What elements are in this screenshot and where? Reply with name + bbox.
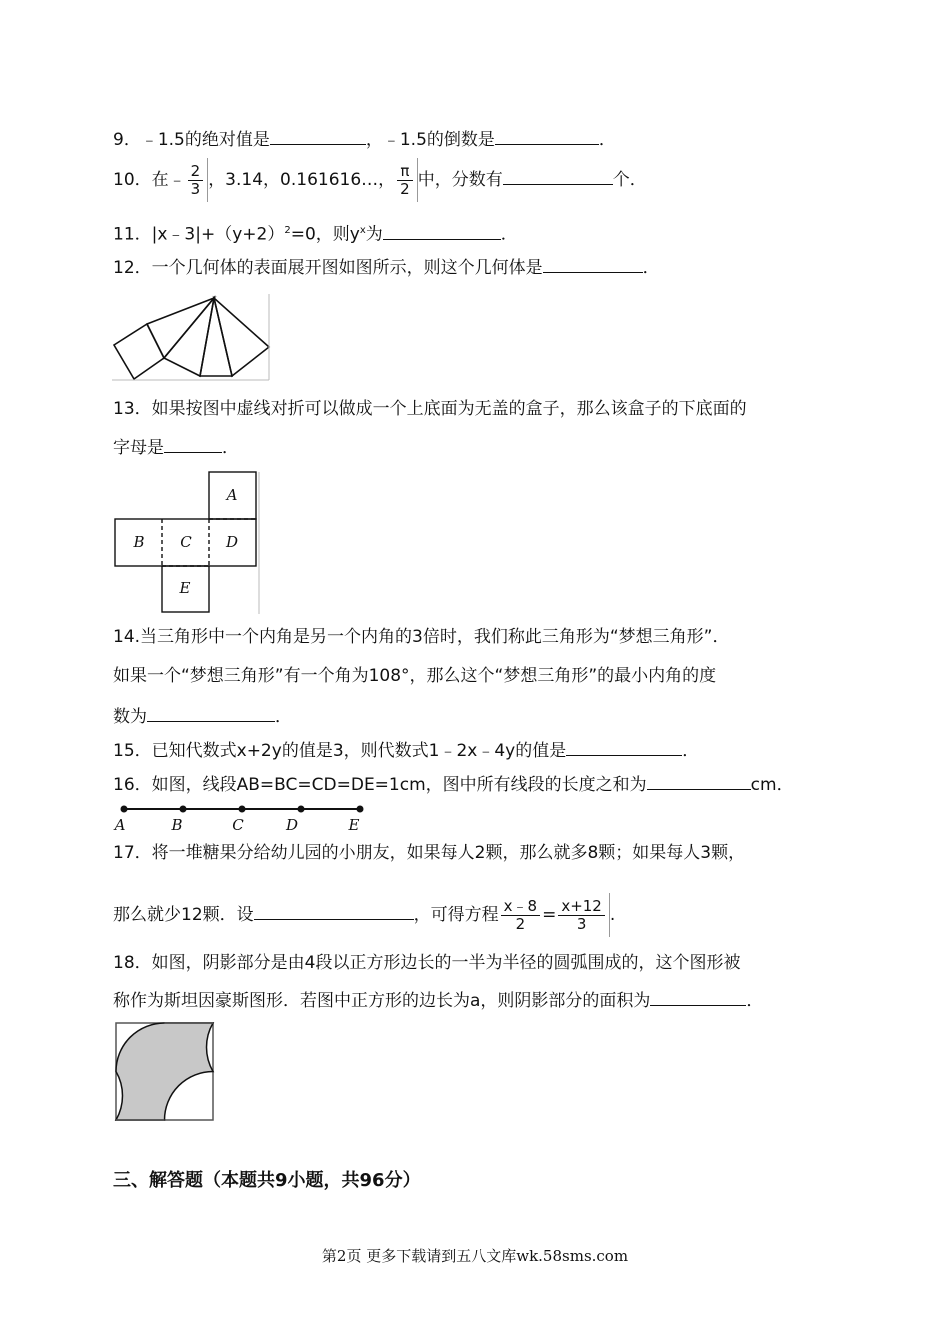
point-b bbox=[180, 806, 187, 813]
answer-blank bbox=[383, 221, 501, 240]
answer-blank bbox=[647, 771, 751, 790]
point-label-a: A bbox=[114, 816, 126, 834]
answer-blank bbox=[270, 126, 366, 145]
point-a bbox=[121, 806, 128, 813]
answer-blank bbox=[566, 737, 682, 756]
point-label-c: C bbox=[232, 816, 244, 834]
answer-blank bbox=[495, 126, 599, 145]
point-label-b: B bbox=[171, 816, 183, 834]
steinhaus-figure bbox=[114, 1021, 216, 1121]
section-heading: 三、解答题（本题共9小题，共96分） bbox=[113, 1170, 421, 1191]
answer-blank bbox=[254, 901, 414, 920]
question-14-line-1: 14.当三角形中一个内角是另一个内角的3倍时，我们称此三角形为“梦想三角形”． bbox=[113, 627, 730, 647]
answer-blank bbox=[543, 254, 643, 273]
net-triangle-face bbox=[147, 298, 214, 358]
question-14-line-2: 如果一个“梦想三角形”有一个角为108°，那么这个“梦想三角形”的最小内角的度 bbox=[113, 666, 717, 686]
face-label-a: A bbox=[226, 486, 238, 504]
pyramid-net-figure bbox=[112, 292, 272, 382]
question-18-line-2: 称作为斯坦因豪斯图形．若图中正方形的边长为a，则阴影部分的面积为 ． bbox=[113, 987, 763, 1013]
question-16: 16．如图，线段AB=BC=CD=DE=1cm，图中所有线段的长度之和为 cm． bbox=[113, 771, 794, 797]
equation-image: $\frac{x﹣8}{2}$ = $\frac{x+12}{3}$ bbox=[499, 893, 610, 937]
answer-blank bbox=[147, 703, 275, 722]
fraction-pi-over-two: $\frac{\pi}{2}$ bbox=[395, 158, 418, 202]
question-9: 9．﹣1.5的绝对值是 ，﹣1.5的倒数是 ． bbox=[113, 126, 616, 152]
question-13-line-2: 字母是 ． bbox=[113, 434, 239, 460]
face-label-c: C bbox=[180, 533, 192, 551]
point-d bbox=[298, 806, 305, 813]
face-label-b: B bbox=[133, 533, 145, 551]
question-12: 12．一个几何体的表面展开图如图所示，则这个几何体是 ． bbox=[113, 254, 660, 280]
fraction-neg-two-thirds: $\frac{2}{3}$ bbox=[186, 158, 209, 202]
point-label-e: E bbox=[348, 816, 360, 834]
question-13-line-1: 13．如果按图中虚线对折可以做成一个上底面为无盖的盒子，那么该盒子的下底面的 bbox=[113, 399, 747, 419]
point-e bbox=[357, 806, 364, 813]
shaded-region bbox=[116, 1023, 213, 1120]
face-label-e: E bbox=[179, 579, 191, 597]
point-label-d: D bbox=[285, 816, 299, 834]
face-label-d: D bbox=[225, 533, 239, 551]
page-footer: 第2页 更多下载请到五八文库wk.58sms.com bbox=[321, 1247, 629, 1265]
segment-figure bbox=[110, 800, 370, 834]
answer-blank bbox=[650, 987, 746, 1006]
question-18-line-1: 18．如图，阴影部分是由4段以正方形边长的一半为半径的圆弧围成的，这个图形被 bbox=[113, 953, 741, 973]
question-14-line-3: 数为 ． bbox=[113, 703, 292, 729]
box-net-figure bbox=[113, 470, 261, 614]
question-11: 11．$|x﹣3|+(y+2)^2=0$，则$y^x$为 ． bbox=[113, 219, 518, 247]
point-c bbox=[239, 806, 246, 813]
answer-blank bbox=[164, 434, 222, 453]
question-15: 15．已知代数式x+2y的值是3，则代数式1﹣2x﹣4y的值是 ． bbox=[113, 737, 699, 763]
net-triangle-face bbox=[214, 298, 269, 376]
net-square-face bbox=[114, 324, 164, 379]
answer-blank bbox=[503, 166, 613, 185]
question-10: 10．在﹣ $\frac{2}{3}$ ，3.14，0.161616…， $\frac{\pi}{2}$ 中，分数有 个． bbox=[113, 158, 647, 202]
question-17-line-2: 那么就少12颗．设 ，可得方程 $\frac{x﹣8}{2}$ = $\frac{x+12}{3}$ . bbox=[113, 893, 615, 937]
question-17-line-1: 17．将一堆糖果分给幼儿园的小朋友，如果每人2颗，那么就多8颗；如果每人3颗， bbox=[113, 843, 746, 863]
